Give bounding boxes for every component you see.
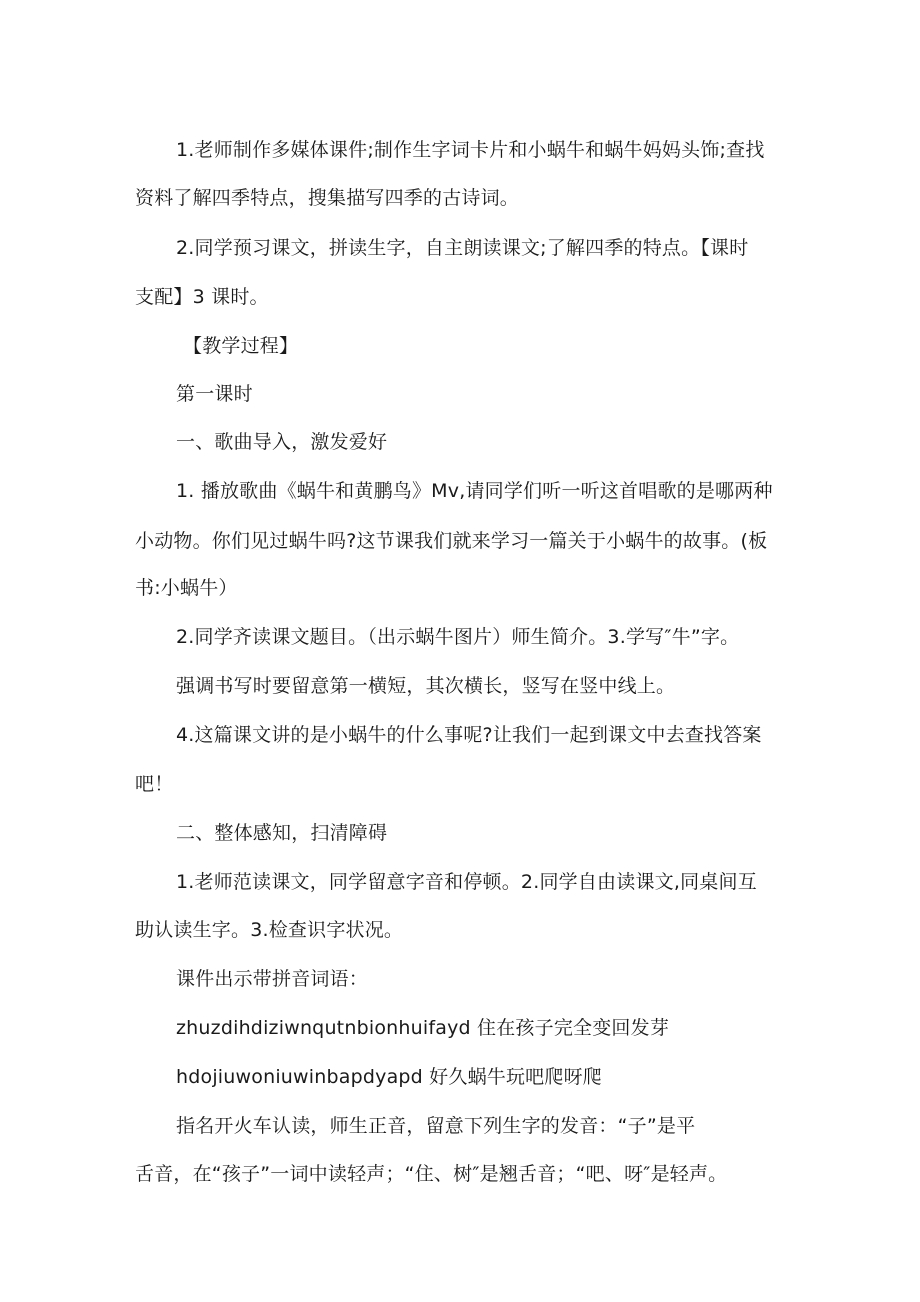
paragraph-line: 吧！ — [135, 773, 174, 795]
pinyin-word-line: zhuzdihdiziwnqutnbionhuifayd 住在孩子完全变回发芽 — [176, 1017, 670, 1039]
paragraph-line: 2.同学预习课文，拼读生字，自主朗读课文;了解四季的特点。【课时 — [176, 237, 749, 259]
paragraph-line: 资料了解四季特点，搜集描写四季的古诗词。 — [135, 187, 520, 209]
lesson-title: 第一课时 — [176, 383, 253, 405]
paragraph-line: 4.这篇课文讲的是小蜗牛的什么事呢?让我们一起到课文中去查找答案 — [176, 724, 762, 746]
paragraph-line: 助认读生字。3.检查识字状况。 — [135, 919, 404, 941]
section-heading: 【教学过程】 — [183, 335, 299, 357]
paragraph-line: 强调书写时要留意第一横短，其次横长，竖写在竖中线上。 — [176, 675, 676, 697]
pinyin-word-line: hdojiuwoniuwinbapdyapd 好久蜗牛玩吧爬呀爬 — [176, 1066, 602, 1088]
section-heading: 一、歌曲导入，激发爱好 — [176, 431, 388, 453]
paragraph-line: 1.老师范读课文，同学留意字音和停顿。2.同学自由读课文,同桌间互 — [176, 871, 757, 893]
paragraph-line: 书:小蜗牛） — [135, 577, 238, 599]
paragraph-line: 小动物。你们见过蜗牛吗?这节课我们就来学习一篇关于小蜗牛的故事。(板 — [135, 530, 768, 552]
paragraph-line: 指名开火车认读，师生正音，留意下列生字的发音：“子”是平 — [176, 1115, 696, 1137]
paragraph-line: 课件出示带拼音词语： — [176, 968, 369, 990]
paragraph-line: 舌音，在“孩子”一词中读轻声；“住、树″是翘舌音；“吧、呀″是轻声。 — [135, 1163, 728, 1185]
section-heading: 二、整体感知，扫清障碍 — [176, 822, 388, 844]
paragraph-line: 2.同学齐读课文题目。（出示蜗牛图片）师生简介。3.学写″牛”字。 — [176, 626, 740, 648]
paragraph-line: 1.老师制作多媒体课件;制作生字词卡片和小蜗牛和蜗牛妈妈头饰;查找 — [176, 139, 765, 161]
paragraph-line: 支配】3 课时。 — [135, 286, 269, 308]
paragraph-line: 1. 播放歌曲《蜗牛和黄鹏鸟》Mv,请同学们听一听这首唱歌的是哪两种 — [176, 480, 773, 502]
